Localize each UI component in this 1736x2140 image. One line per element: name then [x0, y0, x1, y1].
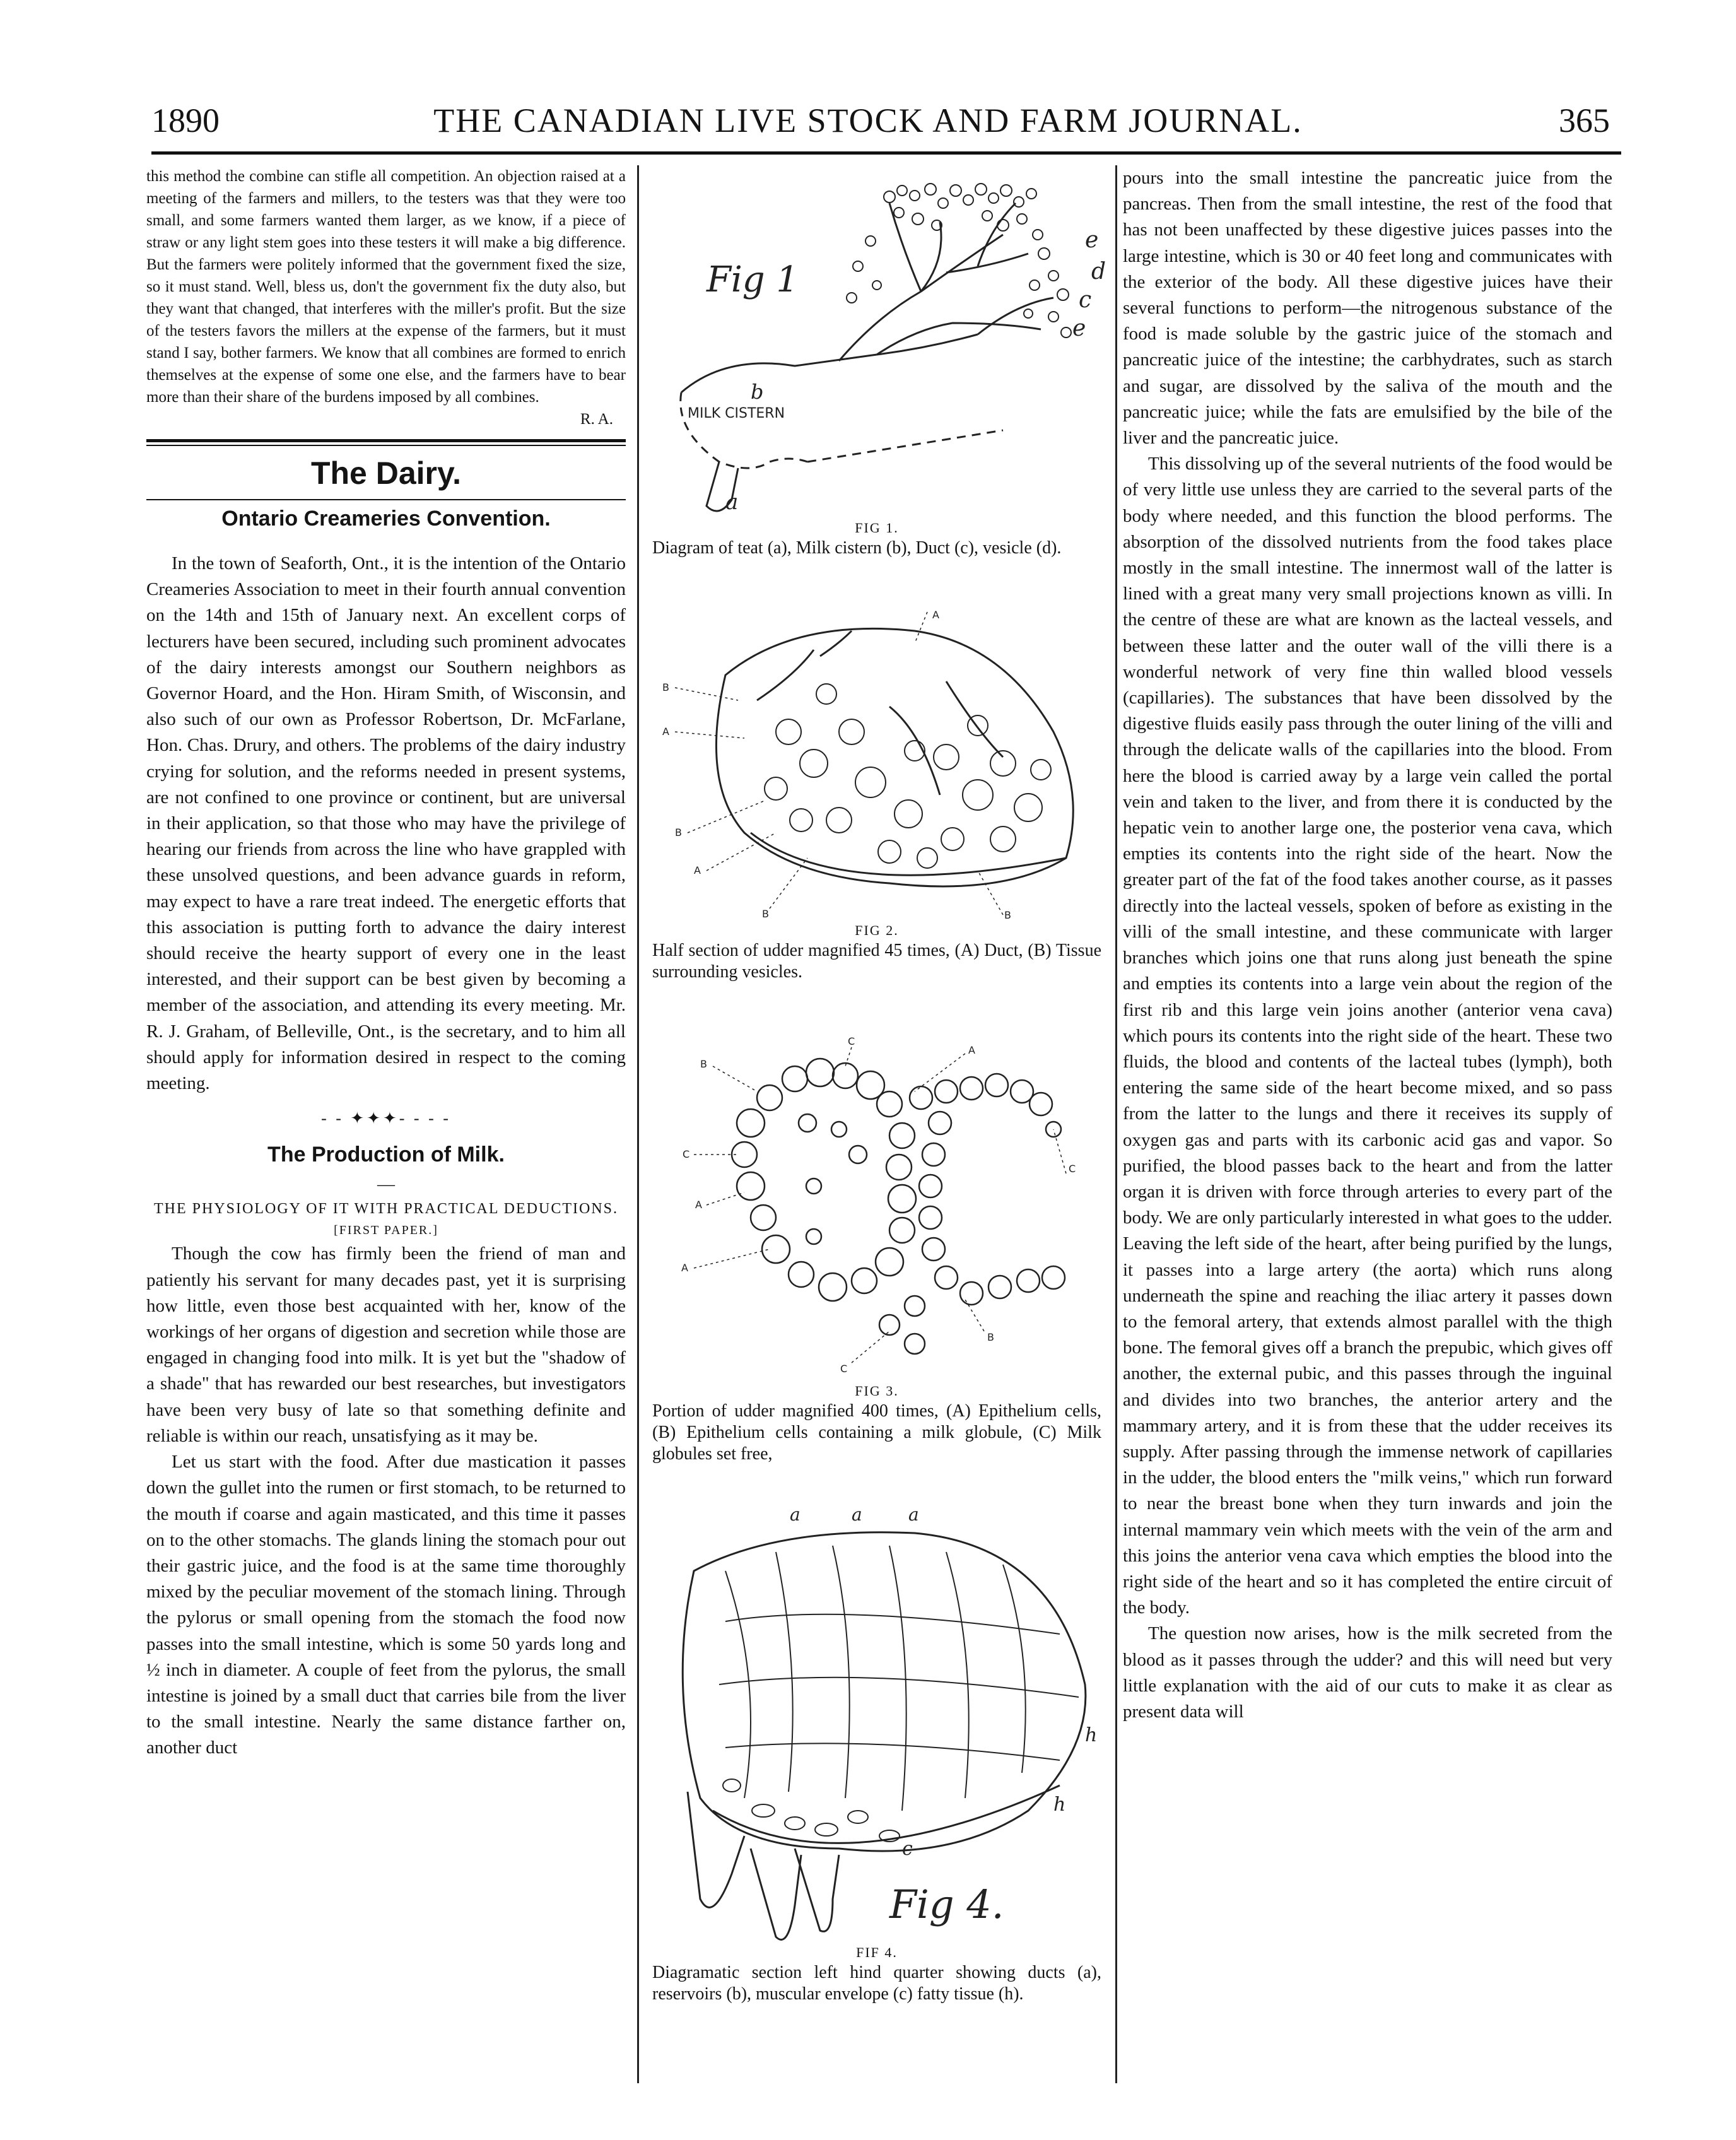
figure-3-label-6: C	[1069, 1163, 1076, 1175]
journal-title: THE CANADIAN LIVE STOCK AND FARM JOURNAL.	[433, 102, 1303, 139]
figure-2-number: FIG 2.	[855, 922, 899, 938]
page-number: 365	[1559, 102, 1610, 139]
article2-subtitle: THE PHYSIOLOGY OF IT WITH PRACTICAL DEDUCTIONS.	[154, 1201, 618, 1218]
figure-4-label-a-2: a	[852, 1504, 862, 1525]
figure-4	[650, 1495, 1104, 2005]
figure-1-label-milk-cistern: MILK CISTERN	[688, 406, 785, 421]
figure-1	[650, 165, 1104, 559]
figure-3-label-8: B	[987, 1331, 994, 1343]
article2-paragraph-1: Though the cow has firmly been the friend of man and patiently his servant for many decades past, yet it is surprising how little, even those best acquainted with her, know of the workings of her organs of digestion and secretion while those are engaged in changing food into milk. It is yet but the "shadow of a shade" that has rewarded our best researches, but investigators have been very busy of late so that something definite and reliable is within our reach, unsatisfying as it may be.	[146, 1243, 626, 1446]
figure-1-label-e-bottom: e	[1072, 315, 1086, 341]
figure-4-label-a-1: a	[790, 1504, 801, 1525]
column-rule-left	[637, 165, 639, 2083]
previous-article-tail: this method the combine can stifle all competition. An objection raised at a meeting of the farmers and millers, to the testers was that they were too small, and some farmers wanted them larger, as we know, if a piece of straw or any light stem goes into these testers it will make a big difference. But the farmers were politely informed that the government fixed the size, so it must stand. Well, bless us, don't the government fix the duty also, but they want that changed, that interferes with the miller's profit. But the size of the testers favors the millers at the expense of the farmers, but it must stand I say, bother farmers. We know that all combines are formed to enrich themselves at the expense of some one else, and the farmers have to bear more than their share of the burdens imposed by all combines.	[146, 168, 626, 406]
column-rule-right	[1115, 165, 1117, 2083]
figure-1-label-b: b	[751, 380, 764, 404]
title-dash: —	[377, 1175, 395, 1195]
figure-2-label-3: A	[662, 726, 669, 738]
figure-3-label-9: C	[840, 1363, 848, 1375]
figure-4-drawing	[650, 1495, 1104, 1943]
divider-ornament: - - ✦✦✦- - - -	[321, 1109, 451, 1128]
figure-3-label-3: A	[968, 1044, 975, 1056]
column-right	[1123, 165, 1612, 1725]
figure-2-label-1: A	[932, 609, 939, 621]
figure-1-label-e-top: e	[1085, 227, 1099, 253]
article2-title: The Production of Milk.	[267, 1143, 505, 1167]
page-header	[0, 101, 1736, 151]
right-paragraph-2: This dissolving up of the several nutrients of the food would be of very little use unless they are carried to the several parts of the body where needed, and this function the blood performs. The absorption of the dissolved nutrients from the food takes place mostly in the small intestine. The innermost wall of the latter is lined with a great many very small projections known as villi. In the centre of these are what are known as the lacteal vessels, and between these latter and the outer wall of the villi there is a wonderful network of very fine thin walled blood vessels (capillaries). The substances that have been dissolved by the digestive fluids easily pass through the outer lining of the villi and through the delicate walls of the capillaries into the blood. From here the blood is carried away by a large vein called the portal vein and taken to the liver, and from there it is conducted by the hepatic vein to another large one, the posterior vena cava, which empties its contents into the right side of the heart. Now the greater part of the fat of the food takes another course, as it passes directly into the lacteal vessels, spoken of before as existing in the villi of the small intestine, and these communicate with larger branches which joins one that runs along just beneath the spine and empties its contents into a large vein about the region of the first rib and this large vein joins another (anterior vena cava) which pours its contents into the right side of the heart. These two fluids, the blood and contents of the lacteal tubes (lymph), both entering the same side of the heart become mixed, and so pass from the latter to the lungs and there it receives its supply of oxygen gas and parts with its carbonic acid gas and vapor. So purified, the blood passes back to the heart and from the latter organ it is driven with force through arteries to every part of the body. We are only particularly interested in what goes to the udder. Leaving the left side of the heart, after being purified by the lungs, it passes into a large artery (the aorta) which runs along underneath the spine and reaching the iliac artery it passes down to the femoral artery, that extends almost parallel with the thigh bone. The femoral gives off a branch the prepubic, which gives off another, the external pubic, and this passes through the inguinal and divides into two branches, the anterior artery and the mammary artery, and it is from these that the udder receives its supply. After passing through the immense network of capillaries in the udder, the blood enters the "milk veins," which run forward to near the breast bone when they turn inwards and join the internal mammary vein which meets with the vein of the arm and this joins the anterior vena cava which empties the blood into the right side of the heart and so it has completed the entire circuit of the body.	[1123, 454, 1612, 1618]
figure-2-label-7: B	[1004, 909, 1011, 921]
figure-1-label-c: c	[1079, 287, 1092, 313]
figure-1-label-a: a	[725, 490, 739, 515]
article2-paragraph-2: Let us start with the food. After due mastication it passes down the gullet into the rumen or first stomach, to be returned to the mouth if coarse and again masticated, and this time it passes on to the other stomachs. The glands lining the stomach pour out their gastric juice, and the food is at the same time thoroughly mixed by the peculiar movement of the stomach lining. Through the pylorus or small opening from the stomach the food now passes into the small intestine, which is some 50 yards long and ½ inch in diameter. A couple of feet from the pylorus, the small intestine is joined by a small duct that carries bile from the liver to the small intestine. Nearly the same distance farther on, another duct	[146, 1452, 626, 1758]
figure-3-number: FIG 3.	[855, 1383, 899, 1399]
article-signature: R. A.	[580, 411, 613, 428]
figure-3	[650, 1028, 1104, 1465]
figure-3-caption: Portion of udder magnified 400 times, (A) Epithelium cells, (B) Epithelium cells containing a milk globule, (C) Milk globules set free,	[652, 1401, 1101, 1464]
figure-3-label-4: C	[683, 1148, 690, 1160]
article2-paper-note: [FIRST PAPER.]	[334, 1223, 438, 1238]
article1-title: Ontario Creameries Convention.	[221, 507, 551, 531]
figure-2-label-4: B	[675, 826, 682, 838]
article1-body: In the town of Seaforth, Ont., it is the intention of the Ontario Creameries Association to meet in their fourth annual convention on the 14th and 15th of January next. An excellent corps of lecturers have been secured, including such prominent advocates of the dairy interests amongst our Southern neighbors as Governor Hoard, and the Hon. Hiram Smith, of Wisconsin, and also such of our own as Professor Robertson, Dr. McFarlane, Hon. Chas. Drury, and others. The problems of the dairy industry crying for solution, and the reforms needed in present systems, are not confined to one province or continent, but are universal in their application, so that those who may have the privilege of hearing our friends from across the line who have grappled with these unsolved questions, and been advance guards in reform, may expect to have a rare treat indeed. The energetic efforts that this association is putting forth to advance the dairy interest should receive the hearty support of every one in the least interested, and their support can be best given by becoming a member of the association, and attending its every meeting. Mr. R. J. Graham, of Belleville, Ont., is the secretary, and to him all should apply for information desired in respect to the coming meeting.	[146, 553, 626, 1094]
figure-3-drawing	[650, 1028, 1104, 1382]
figure-1-label-d: d	[1091, 259, 1106, 285]
figure-4-label-c: c	[902, 1838, 913, 1860]
figure-2	[650, 606, 1104, 983]
figure-3-label-2: C	[848, 1035, 855, 1047]
figure-2-label-5: A	[694, 864, 701, 876]
column-left	[146, 165, 626, 1761]
section-rule-thin	[146, 445, 626, 446]
header-rule	[151, 151, 1621, 155]
figure-2-caption: Half section of udder magnified 45 times, (A) Duct, (B) Tissue surrounding vesicles.	[652, 941, 1101, 982]
figure-4-number: FIF 4.	[856, 1944, 898, 1960]
figure-4-label-a-3: a	[908, 1504, 919, 1525]
section-rule-thick	[146, 439, 626, 442]
section-title: The Dairy.	[310, 456, 462, 491]
figure-1-drawing	[650, 165, 1104, 519]
section-title-rule	[146, 499, 626, 500]
figure-3-label-5: A	[695, 1199, 702, 1211]
figure-1-caption: Diagram of teat (a), Milk cistern (b), Duct (c), vesicle (d).	[652, 538, 1062, 558]
right-paragraph-1: pours into the small intestine the pancreatic juice from the pancreas. Then from the small intestine, the rest of the food that has not been unaffected by these digestive juices passes into the large intestine, which is 30 or 40 feet long and communicates with the exterior of the body. All these digestive juices have their several functions to perform—the nitrogenous substance of the food is made soluble by the gastric juice of the stomach and pancreatic juice of the intestine; the carbhydrates, such as starch and sugar, are dissolved by the saliva of the mouth and the pancreatic juice; while the fats are emulsified by the bile of the liver and the pancreatic juice.	[1123, 168, 1612, 449]
header-year: 1890	[151, 102, 220, 139]
figure-4-label-h-2: h	[1053, 1794, 1066, 1816]
figure-4-label-h-1: h	[1085, 1724, 1098, 1746]
right-paragraph-3: The question now arises, how is the milk secreted from the blood as it passes through the udder? and this will need but very little explanation with the aid of our cuts to make it as clear as present data will	[1123, 1623, 1612, 1722]
figure-1-handwritten-label: Fig 1	[707, 259, 799, 300]
figure-3-label-1: B	[700, 1058, 707, 1070]
figure-2-label-6: B	[762, 908, 769, 920]
figure-4-handwritten-label: Fig 4.	[889, 1881, 1004, 1927]
figure-4-caption: Diagramatic section left hind quarter showing ducts (a), reservoirs (b), muscular envelope (c) fatty tissue (h).	[652, 1963, 1101, 2004]
figure-3-label-7: A	[681, 1262, 688, 1274]
figure-1-number: FIG 1.	[855, 520, 899, 536]
figure-2-label-2: B	[662, 681, 669, 693]
figure-2-drawing	[650, 606, 1104, 921]
